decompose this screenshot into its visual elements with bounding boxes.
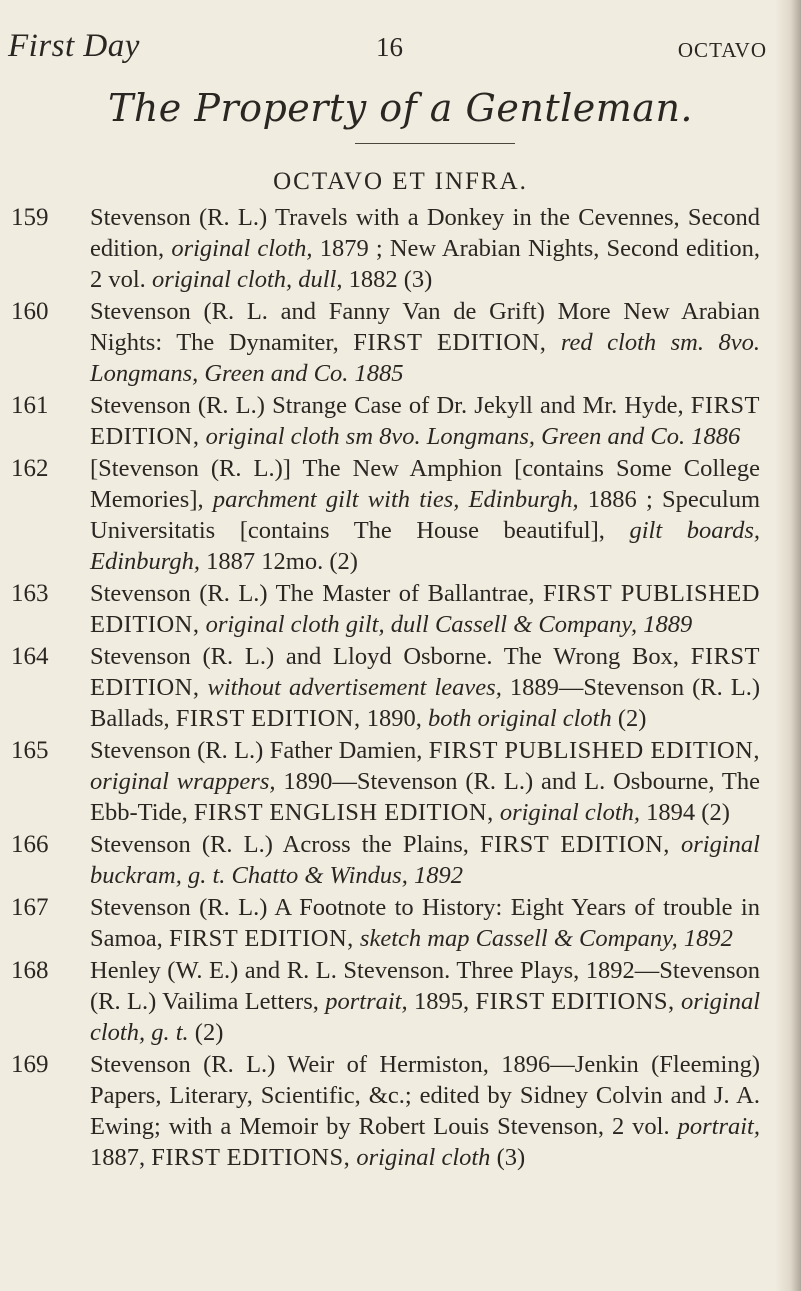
section-heading: OCTAVO ET INFRA. — [273, 168, 528, 195]
lot-entry — [0, 202, 801, 295]
lot-text-segment: FIRST EDITION, — [353, 329, 547, 356]
lot-text-segment: 1890, — [360, 705, 428, 732]
lot-text-segment: FIRST PUBLISHED EDITION, — [428, 737, 760, 764]
lot-text-segment: without advertisement leaves, — [199, 674, 502, 701]
lot-entry — [0, 829, 801, 891]
lot-text-segment: original buckram, g. t. — [90, 831, 760, 889]
lot-text-segment: Stevenson (R. L.) A Footnote to History: Eight Years of trouble in Samoa, — [90, 894, 760, 952]
lot-text-segment: Stevenson (R. L.) Father Damien, — [90, 737, 429, 764]
lot-description — [90, 202, 760, 295]
lot-text-segment: original cloth, g. t. — [90, 988, 761, 1046]
lot-text-segment: FIRST ENGLISH EDITION, — [193, 799, 494, 826]
lot-description — [90, 578, 760, 640]
lot-entry — [0, 453, 801, 577]
lot-entry — [0, 578, 801, 640]
lot-entry — [0, 296, 801, 389]
lot-description — [90, 955, 760, 1048]
lot-text-segment: Stevenson (R. L.) Travels with a Donkey in the Cevennes, Second edition, — [90, 204, 760, 262]
lot-text-segment: parchment gilt with ties, Edinburgh, — [212, 486, 579, 513]
lot-number: 169 — [11, 1051, 49, 1078]
page-edge-shadow — [775, 0, 801, 1291]
lot-number: 167 — [11, 894, 49, 921]
lot-text-segment: 1879 ; New Arabian Nights, Second edition, 2 vol. — [90, 235, 761, 293]
lot-text-segment: FIRST EDITION, — [90, 392, 760, 450]
lot-text-segment: sm 8vo. Longmans, Green and Co. 1886 — [339, 423, 741, 450]
lot-text-segment: FIRST EDITION, — [480, 831, 670, 858]
lot-text-segment: 1887 12mo. (2) — [200, 548, 358, 575]
running-head-right: OCTAVO — [677, 38, 767, 62]
lot-text-segment: gilt boards, Edinburgh, — [90, 517, 760, 575]
lot-text-segment: Henley (W. E.) and R. L. Stevenson. Three Plays, 1892—Stevenson (R. L.) Vailima Letters, — [90, 957, 760, 1015]
lot-text-segment: original cloth — [350, 1144, 491, 1171]
lot-text-segment: Stevenson (R. L.) Weir of Hermiston, 1896—Jenkin (Fleeming) Papers, Literary, Scientific, &c.; edited by Sidney Colvin and J. A. Ewing; with a Memoir by Robert Louis Stevenson, 2 vol. — [90, 1051, 760, 1140]
lot-text-segment: 1882 (3) — [342, 266, 433, 293]
running-head-left: First Day — [8, 28, 140, 64]
lot-text-segment: [Stevenson (R. L.)] The New Amphion [contains Some College Memories], — [90, 455, 760, 513]
lot-text-segment: (2) — [188, 1019, 224, 1046]
lot-text-segment: 1886 ; Speculum Universitatis [contains The House beautiful], — [90, 486, 761, 544]
title-rule — [355, 143, 515, 144]
lot-number: 166 — [11, 831, 49, 858]
lot-text-segment: 1887, — [90, 1144, 152, 1171]
lot-text-segment: original cloth gilt, dull — [199, 611, 429, 638]
lot-text-segment: sketch map — [353, 925, 470, 952]
lot-text-segment: Stevenson (R. L.) and Lloyd Osborne. The Wrong Box, — [90, 643, 691, 670]
lot-text-segment: Stevenson (R. L.) The Master of Ballantrae, — [90, 580, 543, 607]
lot-description — [90, 735, 760, 828]
lot-text-segment: (3) — [490, 1144, 526, 1171]
lot-text-segment: (2) — [611, 705, 647, 732]
lot-text-segment: Cassell & Company, 1889 — [428, 611, 693, 638]
lot-entry — [0, 955, 801, 1048]
lot-number: 163 — [11, 580, 49, 607]
lot-text-segment: original cloth, — [171, 235, 313, 262]
lot-entry — [0, 390, 801, 452]
lot-description — [90, 390, 760, 452]
lot-text-segment: FIRST PUBLISHED EDITION, — [90, 580, 760, 638]
lot-description — [90, 453, 760, 577]
lot-text-segment: Chatto & Windus, 1892 — [225, 862, 463, 889]
lot-text-segment: 1895, — [407, 988, 476, 1015]
lot-text-segment: Cassell & Company, 1892 — [469, 925, 733, 952]
lot-entry — [0, 1049, 801, 1173]
page-title: The Property of a Gentleman. — [107, 86, 694, 130]
lot-text-segment: 1894 (2) — [640, 799, 730, 826]
lot-number: 168 — [11, 957, 49, 984]
lot-text-segment: original wrappers, — [90, 768, 276, 795]
lot-text-segment: Stevenson (R. L.) Across the Plains, — [90, 831, 481, 858]
lot-text-segment: FIRST EDITION, — [168, 925, 354, 952]
lot-number: 162 — [11, 455, 49, 482]
lot-description — [90, 829, 760, 891]
lot-text-segment: portrait, — [325, 988, 408, 1015]
lot-entry — [0, 735, 801, 828]
lot-text-segment: red cloth — [546, 329, 657, 356]
lot-text-segment: original cloth, dull, — [151, 266, 343, 293]
lot-text-segment: both original cloth — [427, 705, 612, 732]
lot-description — [90, 1049, 760, 1173]
lot-text-segment: original cloth, — [493, 799, 641, 826]
lot-number: 159 — [11, 204, 49, 231]
lot-list — [0, 202, 801, 1173]
lot-text-segment: original cloth — [199, 423, 340, 450]
lot-text-segment: FIRST EDITIONS, — [151, 1144, 351, 1171]
lot-number: 161 — [11, 392, 49, 419]
lot-text-segment: 1890—Stevenson (R. L.) and L. Osbourne, The Ebb-Tide, — [90, 768, 760, 826]
lot-entry — [0, 892, 801, 954]
lot-text-segment: Stevenson (R. L.) Strange Case of Dr. Jekyll and Mr. Hyde, — [90, 392, 691, 419]
lot-description — [90, 641, 760, 734]
lot-text-segment: Stevenson (R. L. and Fanny Van de Grift) More New Arabian Nights: The Dynamiter, — [90, 298, 760, 356]
lot-number: 160 — [11, 298, 49, 325]
lot-number: 165 — [11, 737, 49, 764]
lot-number: 164 — [11, 643, 49, 670]
lot-text-segment: 1889—Stevenson (R. L.) Ballads, — [90, 674, 761, 732]
running-head — [0, 28, 801, 68]
lot-text-segment: sm. 8vo. Longmans, Green and Co. 1885 — [90, 329, 760, 387]
lot-text-segment: FIRST EDITION, — [90, 643, 760, 701]
lot-entry — [0, 641, 801, 734]
lot-text-segment: FIRST EDITION, — [175, 705, 361, 732]
page-number: 16 — [376, 32, 403, 62]
lot-text-segment: FIRST EDITIONS, — [475, 988, 675, 1015]
lot-description — [90, 296, 760, 389]
lot-description — [90, 892, 760, 954]
lot-text-segment: portrait, — [677, 1113, 760, 1140]
